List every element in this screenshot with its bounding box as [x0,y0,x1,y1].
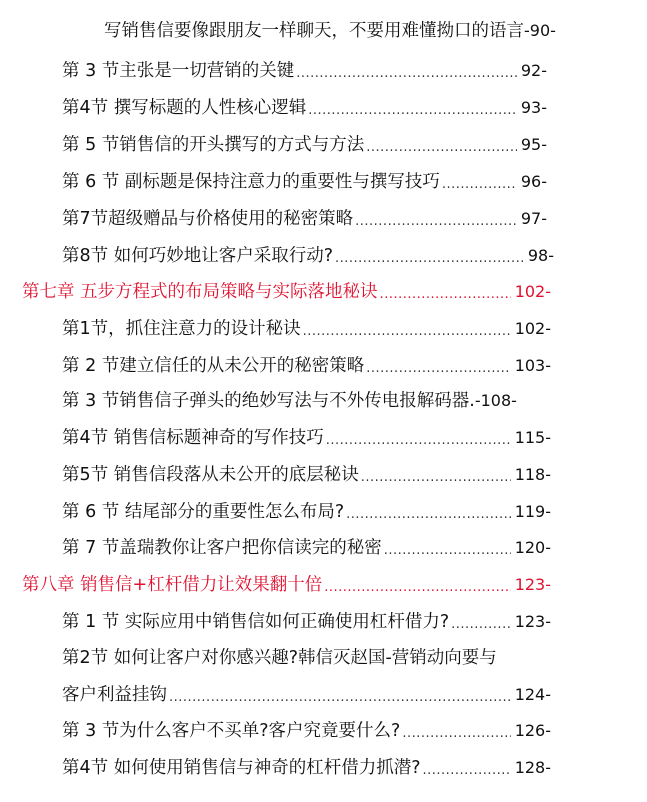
toc-entry [62,678,551,706]
toc-entry-title: 第2节 如何让客户对你感兴趣?韩信灭赵国-营销动向要与 [62,648,497,668]
toc-entry-page: 97- [520,209,547,228]
toc-entry [62,202,547,230]
toc-entry-page: 123- [514,575,551,594]
toc-entry [62,312,551,340]
toc-entry-title: 第8节 如何巧妙地让客户采取行动? [62,246,333,266]
dot-leader [361,469,511,486]
dot-leader [380,286,511,303]
toc-entry-page: 124- [514,685,551,704]
dot-leader [384,542,511,559]
toc-entry [104,14,595,42]
toc-entry-title: 第4节 如何使用销售信与神奇的杠杆借力抓潜? [62,758,421,778]
toc-entry-page: -108- [474,391,517,410]
dot-leader [326,432,511,449]
toc-entry [62,91,547,119]
toc-entry [62,54,547,82]
toc-entry-title: 第七章 五步方程式的布局策略与实际落地秘诀 [22,282,378,302]
toc-entry-title: 客户利益挂钩 [62,685,167,705]
dot-leader [296,65,517,82]
toc-entry-title: 第 3 节销售信子弹头的绝妙写法与不外传电报解码器. [62,391,475,411]
toc-entry [62,349,551,377]
toc-entry [62,458,551,486]
toc-entry-title: 第 6 节 副标题是保持注意力的重要性与撰写技巧 [62,172,440,192]
dot-leader [324,579,510,596]
toc-entry-page: 102- [514,319,551,338]
toc-entry-page: 98- [527,246,554,265]
toc-entry-title: 第 1 节 实际应用中销售信如何正确使用杠杆借力? [62,612,450,632]
toc-chapter-entry [22,275,551,303]
toc-entry-page: 96- [520,172,547,191]
toc-entry-title: 第 2 节建立信任的从未公开的秘密策略 [62,356,365,376]
toc-entry-title: 写销售信要像跟朋友一样聊天，不要用难懂拗口的语言 [104,21,524,41]
toc-entry [62,165,547,193]
toc-entry [62,605,551,633]
toc-entry-title: 第5节 销售信段落从未公开的底层秘诀 [62,465,359,485]
toc-entry-page: 123- [514,612,551,631]
toc-entry [62,531,551,559]
toc-entry [62,128,547,156]
toc-entry-page: 126- [514,721,551,740]
toc-entry-page: 102- [514,282,551,301]
toc-entry-title: 第 5 节销售信的开头撰写的方式与方法 [62,135,365,155]
toc-entry-title: 第 7 节盖瑞教你让客户把你信读完的秘密 [62,538,382,558]
toc-entry-page: 103- [514,356,551,375]
toc-entry-title: 第 6 节 结尾部分的重要性怎么布局? [62,502,345,522]
dot-leader [451,616,511,633]
toc-entry-page: 118- [514,465,551,484]
toc-entry-page: 93- [520,98,547,117]
toc-entry-title: 第4节 销售信标题神奇的写作技巧 [62,428,324,448]
toc-entry-title: 第八章 销售信+杠杆借力让效果翻十倍 [22,575,323,595]
toc-entry-page: 128- [514,758,551,777]
toc-chapter-entry [22,568,551,596]
dot-leader [169,689,511,706]
dot-leader [346,506,511,523]
toc-entry [62,421,551,449]
toc-entry-title: 第 3 节主张是一切营销的关键 [62,61,295,81]
toc-entry-page: -90- [524,21,556,40]
dot-leader [335,250,524,267]
toc-entry-title: 第1节，抓住注意力的设计秘诀 [62,319,301,339]
toc-entry-title: 第 3 节为什么客户不买单?客户究竟要什么? [62,721,401,741]
dot-leader [303,323,511,340]
toc-entry-page: 115- [514,428,551,447]
dot-leader [366,360,510,377]
toc-entry-page: 92- [520,61,547,80]
toc-entry [62,714,551,742]
dot-leader [402,725,510,742]
toc-entry-title: 第4节 撰写标题的人性核心逻辑 [62,98,307,118]
dot-leader [442,176,517,193]
toc-entry [62,384,559,412]
toc-entry [62,239,554,267]
dot-leader [355,213,517,230]
dot-leader [366,139,517,156]
toc-entry-page: 95- [520,135,547,154]
toc-entry-page: 119- [514,502,551,521]
dot-leader [422,762,510,779]
dot-leader [308,102,517,119]
toc-entry-title: 第7节超级赠品与价格使用的秘密策略 [62,209,354,229]
toc-entry [62,751,551,779]
toc-entry [62,641,557,669]
toc-entry [62,495,551,523]
toc-entry-page: 120- [514,538,551,557]
